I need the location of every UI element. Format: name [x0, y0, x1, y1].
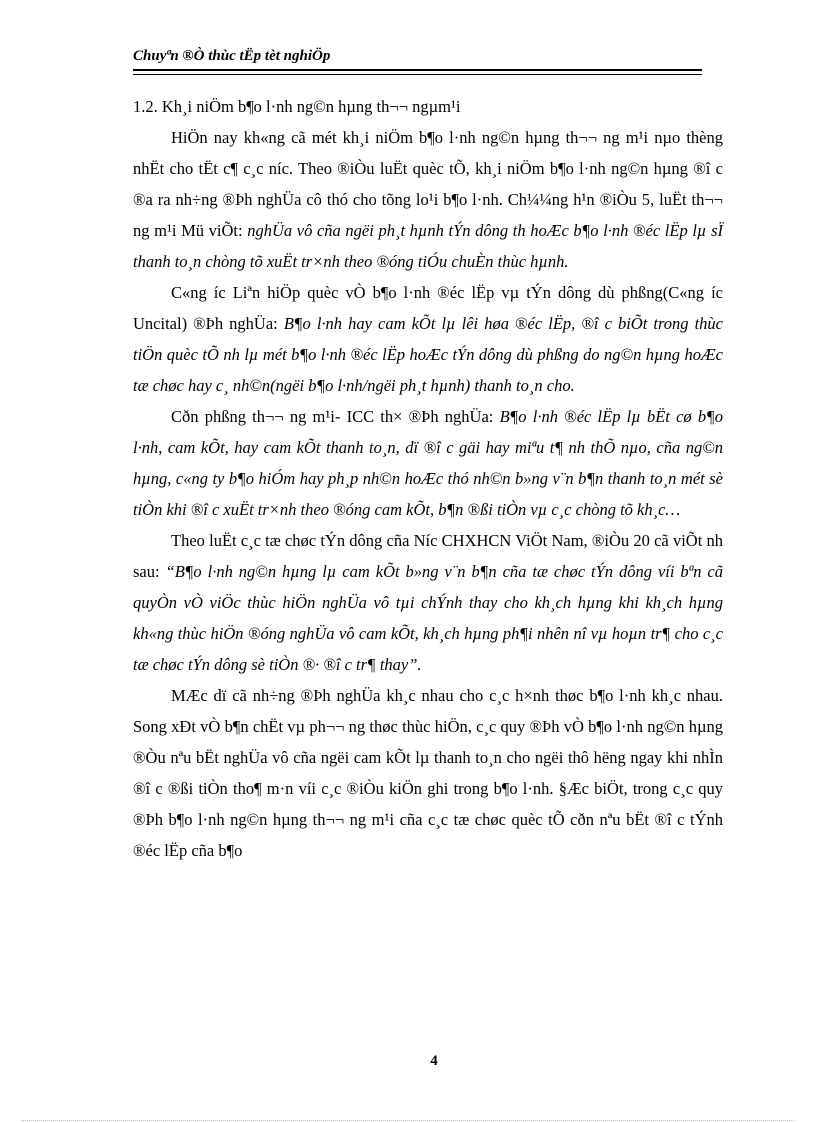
page-number: 4 — [430, 1053, 438, 1069]
paragraph-5 — [133, 680, 723, 866]
paragraph-1-quote: nghÜa vô cña ngëi ph¸t hµnh tÝn dông th hoÆc b¶o l·nh ®éc lËp lµ sÏ thanh to¸n chòng tõ xuËt tr×nh theo ®óng tiÓu chuÈn thùc hµnh. — [133, 221, 723, 271]
paragraph-2-quote: B¶o l·nh hay cam kÕt lµ lêi høa ®éc lËp, ®î c biÕt trong thùc tiÖn quèc tÕ nh lµ mét b¶o l·nh ®éc lËp hoÆc tÝn dông dù phßng do ng©n hµng hoÆc tæ chøc hay c¸ nh©n(ngëi b¶o l·nh/ngëi ph¸t hµnh) thanh to¸n cho. — [133, 314, 723, 395]
paragraph-4-text: Theo luËt c¸c tæ chøc tÝn dông cña Níc CHXHCN ViÖt Nam, ®iÒu 20 cã viÕt nh sau: — [133, 531, 723, 581]
header-rule-thin — [133, 74, 702, 75]
paragraph-3 — [133, 401, 723, 525]
paragraph-3-text: Cðn phßng th¬¬ ng m¹i- ICC th× ®Þh nghÜa: — [171, 407, 500, 426]
paragraph-3-quote: B¶o l·nh ®éc lËp lµ bËt cø b¶o l·nh, cam kÕt, hay cam kÕt thanh to¸n, dï ®î c gäi hay miªu t¶ nh thÕ nµo, cña ng©n hµng, c«ng ty b¶o hiÓm hay ph¸p nh©n hoÆc thó nh©n b»ng v¨n b¶n thanh to¸n mét sè tiÒn khi ®î c xuËt tr×nh theo ®óng cam kÕt, b¶n ®ßi tiÒn vµ c¸c chòng tõ kh¸c… — [133, 407, 723, 519]
paragraph-2 — [133, 277, 723, 401]
paragraph-4-quote: “B¶o l·nh ng©n hµng lµ cam kÕt b»ng v¨n b¶n cña tæ chøc tÝn dông víi bªn cã quyÒn vÒ viÖc thùc hiÖn nghÜa vô tµi chÝnh thay cho kh¸ch hµng khi kh¸ch hµng kh«ng thùc hiÖn ®óng nghÜa vô cam kÕt, kh¸ch hµng ph¶i nhên nî vµ hoµn tr¶ cho c¸c tæ chøc tÝn dông sè tiÒn ®· ®î c tr¶ thay”. — [133, 562, 723, 674]
paragraph-2-text: C«ng íc Liªn hiÖp quèc vÒ b¶o l·nh ®éc lËp vµ tÝn dông dù phßng(C«ng íc Uncital) ®Þh nghÜa: — [133, 283, 723, 333]
document-header-title: Chuyªn ®Ò thùc tËp tèt nghiÖp — [133, 48, 331, 64]
page-bottom-dotted-border — [22, 1120, 794, 1121]
paragraph-1-text: HiÖn nay kh«ng cã mét kh¸i niÖm b¶o l·nh ng©n hµng th¬¬ ng m¹i nµo thèng nhËt cho tËt c¶ c¸c níc. Theo ®iÒu luËt quèc tÕ, kh¸i niÖm b¶o l·nh ng©n hµng ®î c ®a ra nh÷ng ®Þh nghÜa cô thó cho tõng lo¹i b¶o l·nh. Ch¼¼ng h¹n ®iÒu 5, luËt th¬¬ ng m¹i Mü viÕt: — [133, 128, 723, 240]
page-body — [133, 82, 723, 866]
header-rule-thick — [133, 69, 702, 71]
paragraph-4 — [133, 525, 723, 680]
paragraph-5-text: MÆc dï cã nh÷ng ®Þh nghÜa kh¸c nhau cho c¸c h×nh thøc b¶o l·nh kh¸c nhau. Song xÐt vÒ b¶n chËt vµ ph¬¬ ng thøc thùc hiÖn, c¸c quy ®Þh vÒ b¶o l·nh ng©n hµng ®Òu nªu bËt nghÜa vô cña ngëi cam kÕt lµ thanh to¸n cho ngëi thô hëng ngay khi nhÌn ®î c ®ßi tiÒn tho¶ m·n víi c¸c ®iÒu kiÖn ghi trong b¶o l·nh. §Æc biÖt, trong c¸c quy ®Þh b¶o l·nh ng©n hµng th¬¬ ng m¹i cña c¸c tæ chøc quèc tÕ cðn nªu bËt ®î c tÝnh ®éc lËp cña b¶o — [133, 686, 723, 860]
paragraph-1 — [133, 122, 723, 277]
section-heading: 1.2. Kh¸i niÖm b¶o l·nh ng©n hµng th¬¬ ngµm¹i — [133, 97, 461, 116]
